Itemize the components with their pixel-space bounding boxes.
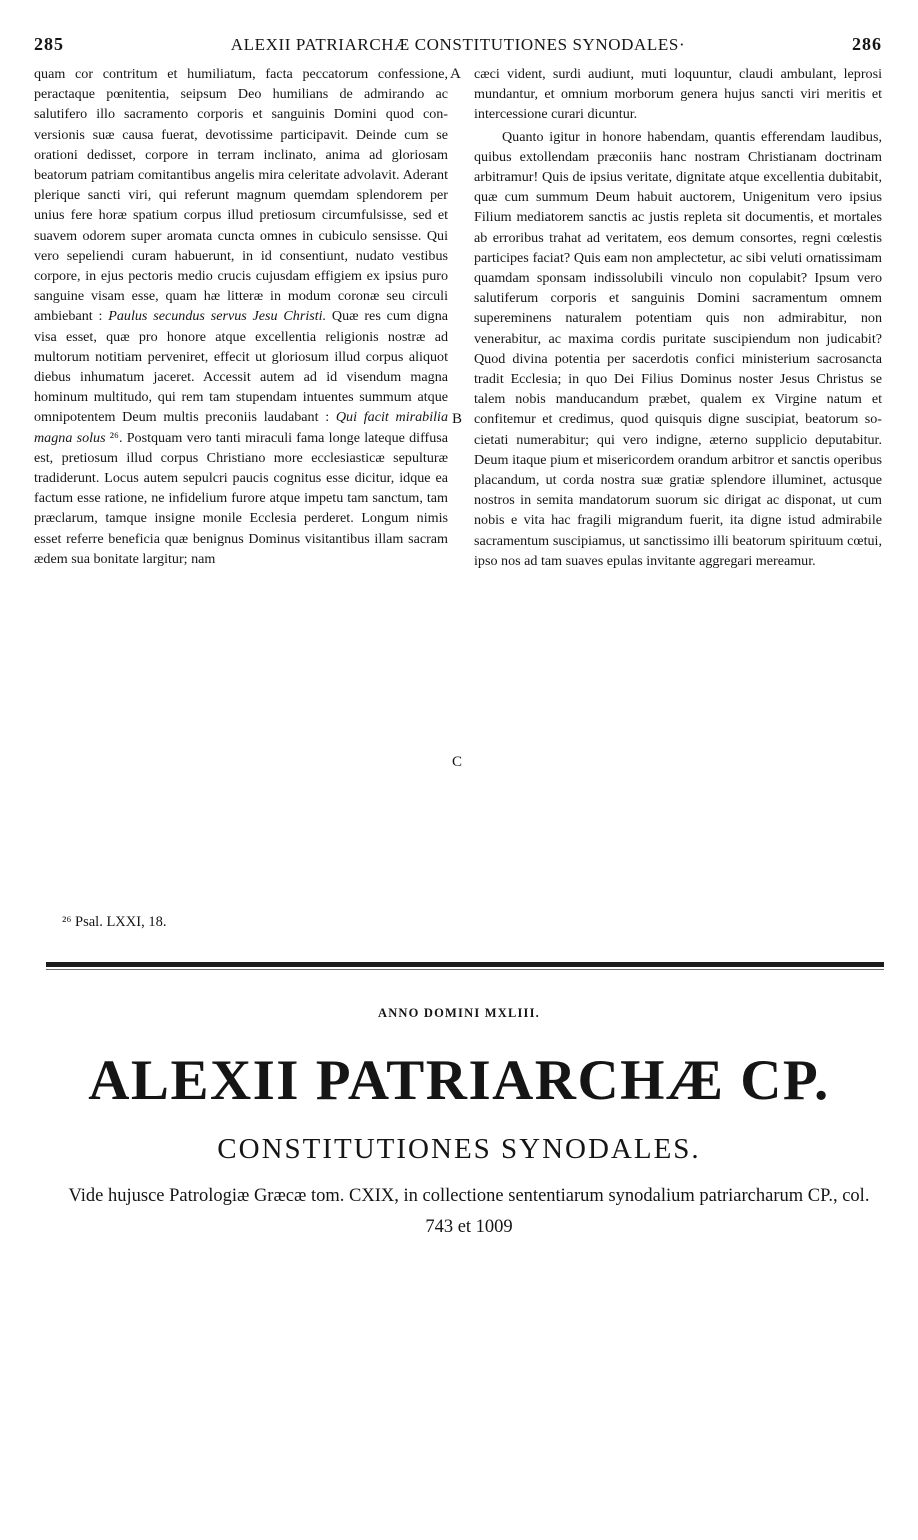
right-column-paragraph-2: Quanto igitur in honore habendam, quantis efferendam laudibus, quibus extollendam præconiis hanc nostram Christianam doctrinam arbitramur! Quis de ipsius veritate, dignitate atque excellentia dubitabit, quæ cum summum Deum habuit auctorem, Unigenitum vero ipsius Filium mediatorem sanctis ac justis repleta sit documentis, et mortales ab erroribus trahat ad veritatem, eos demum consortes, regni cœlestis participes faciat? Quis eam non amplectetur, ac sibi veluti ornatissimam quamdam sponsam indissolubili vinculo non copulabit? Ipsum vero salutiferum corporis et sanguinis Domini sacramentum omnem supereminens naturalem potentiam quis non admirabitur, non venerabitur, ac maxima cordis puritate suscipiendum non judicabit? Quod divina potentia per sacerdotis confici ministerium sacrosancta tradit Ecclesia; in quo Dei Filius Dominus noster Jesus Christus se talem nobis manducandum præbet, qualem ex Virgine natum et confitemur et credimus, quod quisquis digne suscipiat, beatorum societati numerabitur; qui vero indigne, æterno supplicio deputabitur. Deum itaque pium et misericordem orandum arbitror et sanctis operibus placandum, ut corda nostra suæ gratiæ splendore illuminet, actusque nostros in semita mandatorum suorum sic dirigat ac disponat, ut cum nobis e vita hac fragili migrandum fuerit, ita digne istud admirabile sacramentum suscipiamus, ut sanctissimo illi beatorum spirituum cœtui, ipso nos ad tam suaves epulas invitante aggregari mereamur. bbox=[474, 128, 882, 569]
italic-psalm-quote: Qui facit mirabilia magna solus bbox=[34, 409, 448, 446]
left-column-paragraph bbox=[34, 64, 448, 569]
right-column-paragraph-1: cæci vident, surdi audiunt, muti loquuntur, claudi ambulant, leprosi mundantur, et omnium morborum genera hujus sancti viri meritis et intercessione curari dicuntur. bbox=[474, 66, 882, 123]
left-text-part-3: . Postquam vero tanti miraculi fama longe lateque diffusa est, pretiosum illud corpus Christiano more ecclesiasticæ sepulturæ tradiderunt. Locus autem sepulcri paucis cognitus esse dicitur, idque ea factum esse ratione, ne infidelium furore atque impetu tam sanctum, tam præclarum, tamque insigne monile Ecclesia perderet. Longum nimis esset referre beneficia quæ benignus Dominus visitantibus illam sacram ædem sua bonitate largitur; nam bbox=[34, 429, 448, 567]
year-line: ANNO DOMINI MXLIII. bbox=[377, 1006, 541, 1020]
left-text-part-2: Quæ res cum digna visa esset, quæ pro honore atque excellentia religionis nostræ ad multorum notitiam perveniret, effecit ut gloriosum illud corpus aliquot diebus inhumatum jaceret. Accessit autem ad id visendum magna hominum multitudo, qui rem tam stupendam intuentes summum atque omnipotentem Deum multis preconiis laudabant : bbox=[34, 308, 449, 426]
italic-quote: Paulus secundus servus Jesu Christi. bbox=[108, 308, 327, 325]
page-number-left: 285 bbox=[34, 34, 64, 54]
margin-letter-a: A bbox=[450, 66, 461, 82]
running-title: ALEXII PATRIARCHÆ CONSTITUTIONES SYNODALES· bbox=[230, 35, 686, 54]
page-number-right: 286 bbox=[852, 34, 882, 54]
left-text-part-1: quam cor contritum et humiliatum, facta peccatorum confessione, peractaque pœnitentia, seipsum Deo humilians de admirando ac salutifero illo sacramento corporis et sanguinis Domini quod conversionis suæ causa fuerat, devotissime participavit. Deinde cum se orationi dedisset, corpore in terram inclinato, anima ad gloriosam beatorum patriam comitantibus angelis mira celeritate advolavit. Aderant plerique sancti viri, qui referunt magnum quemdam splendorem per unius fere horæ spatium corpus illud pretiosum circumfulsisse, sed et suavem odorem super aromata cuncta omnes in cubiculo sensisse. Qui vero sepeliendi curam habuerunt, in id consentiunt, nudato vestibus corpore, in ejus pectoris medio crucis cujusdam effigiem ex ipsius puro sanguine visam esse, quam hæ litteræ in modum coronæ seu circuli ambiebant : bbox=[34, 66, 448, 325]
footnote-reference: ²⁶ bbox=[105, 429, 119, 446]
margin-letter-c: C bbox=[452, 754, 463, 770]
margin-letter-b: B bbox=[452, 411, 463, 427]
section-divider bbox=[46, 962, 884, 967]
footnote: ²⁶ Psal. LXXI, 18. bbox=[62, 914, 167, 930]
section-divider-thin bbox=[46, 969, 884, 970]
page-header bbox=[34, 34, 882, 58]
left-column bbox=[34, 64, 448, 569]
right-column bbox=[474, 64, 882, 571]
section-subtitle: CONSTITUTIONES SYNODALES. bbox=[217, 1133, 701, 1165]
section-title: ALEXII PATRIARCHÆ CP. bbox=[88, 1049, 830, 1112]
reference-note: Vide hujusce Patrologiæ Græcæ tom. CXIX, in collectione sententiarum synodalium patriarcharum CP., col. 743 et 1009 bbox=[68, 1186, 870, 1237]
